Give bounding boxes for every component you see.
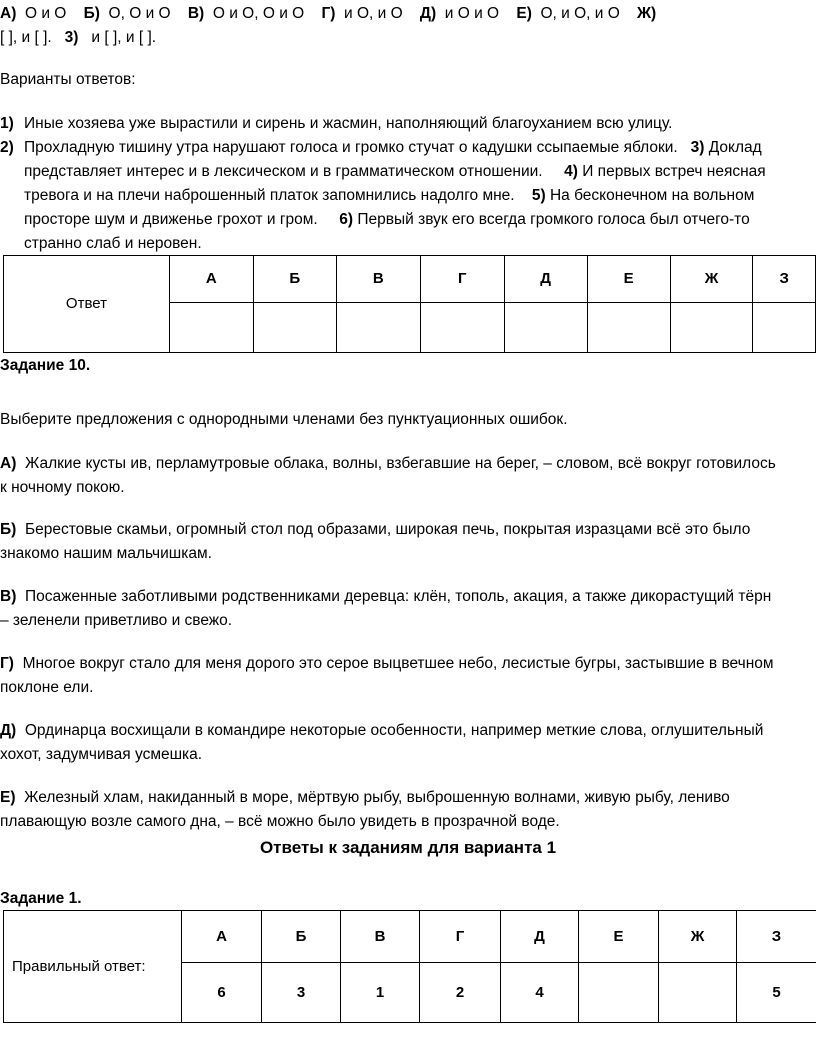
column-header: Ж [659, 911, 737, 963]
sentence-text: Иные хозяева уже вырастили и сирень и жасмин, наполняющий благоуханием всю улицу. [24, 115, 673, 132]
column-header: З [753, 256, 816, 303]
sentence-number: 6) [339, 211, 354, 228]
column-header: В [336, 256, 420, 303]
column-header: Б [253, 256, 336, 303]
answer-cell[interactable] [420, 303, 504, 353]
item-key: Б) [0, 521, 17, 538]
variants-title: Варианты ответов: [0, 71, 136, 88]
sentence-text: представляет интерес и в лексическом и в грамматическом отношении. [24, 163, 543, 180]
sentence-number: 3) [690, 139, 705, 156]
item-text: Посаженные заботливыми родственниками деревца: клён, тополь, акация, а также дикорастущий тёрн [24, 588, 772, 605]
item-key: Д) [0, 722, 17, 739]
correct-answer-table [3, 910, 816, 1023]
item-text: Железный хлам, накиданный в море, мёртвую рыбу, выброшенную волнами, живую рыбу, лениво [24, 789, 730, 806]
option-text: О, и О, и О [540, 5, 620, 22]
answer-value: 6 [182, 963, 262, 1023]
option-text: [ ], и [ ]. [0, 29, 52, 46]
answer-label: Ответ [4, 256, 170, 353]
task-10-item-b [0, 518, 750, 542]
answer-value [659, 963, 737, 1023]
answer-table [3, 255, 816, 353]
item-text: Жалкие кусты ив, перламутровые облака, волны, взбегавшие на берег, – словом, всё вокруг готовилось [24, 455, 776, 472]
column-header: В [341, 911, 420, 963]
answer-cell[interactable] [169, 303, 253, 353]
answer-value: 3 [262, 963, 341, 1023]
sentence-2-line-5 [24, 232, 202, 256]
column-header: Д [504, 256, 587, 303]
option-key: Ж) [637, 5, 657, 22]
sentence-text: Прохладную тишину утра нарушают голоса и громко стучат о кадушки ссыпаемые яблоки. [24, 139, 678, 156]
sentence-text: На бесконечном на вольном [549, 187, 755, 204]
sentence-number: 5) [531, 187, 546, 204]
answer-cell[interactable] [253, 303, 336, 353]
item-key: Г) [0, 655, 14, 672]
task-10-item-d [0, 719, 763, 743]
sentence-text: Доклад [708, 139, 762, 156]
option-text: О и О [24, 5, 67, 22]
task-10-item-g-cont: поклоне ели. [0, 679, 94, 696]
answer-cell[interactable] [753, 303, 816, 353]
sentence-number: 4) [564, 163, 578, 180]
task-10-item-e-cont: плавающую возле самого дна, – всё можно было увидеть в прозрачной воде. [0, 813, 560, 830]
sentence-2-line-3 [24, 184, 754, 208]
sentence-2-line-4 [24, 208, 750, 232]
column-header: А [182, 911, 262, 963]
sentence-number: 2) [0, 139, 14, 156]
item-key: В) [0, 588, 17, 605]
option-text: и [ ], и [ ]. [91, 29, 157, 46]
task-10-item-g [0, 652, 774, 676]
task-10-item-e [0, 786, 730, 810]
answer-value: 5 [737, 963, 816, 1023]
column-header: А [169, 256, 253, 303]
item-key: Е) [0, 789, 16, 806]
task-10-title: Задание 10. [0, 357, 91, 374]
column-header: Е [579, 911, 659, 963]
column-header: Д [501, 911, 579, 963]
option-key: А) [0, 5, 17, 22]
option-text: и О и О [444, 5, 500, 22]
sentence-text: просторе шум и движенье грохот и гром. [24, 211, 318, 228]
sentence-1 [0, 112, 672, 136]
task-10-item-v [0, 585, 771, 609]
option-text: О, О и О [108, 5, 171, 22]
item-text: Берестовые скамьи, огромный стол под образами, широкая печь, покрытая изразцами всё это было [24, 521, 751, 538]
task-10-item-a-cont: к ночному покою. [0, 479, 125, 496]
sentence-text: тревога и на плечи наброшенный платок запомнились надолго мне. [24, 187, 515, 204]
column-header: Ж [670, 256, 753, 303]
answer-value: 1 [341, 963, 420, 1023]
item-key: А) [0, 455, 17, 472]
column-header: Г [420, 256, 504, 303]
sentence-text: странно слаб и неровен. [24, 235, 202, 252]
column-header: Е [587, 256, 670, 303]
answers-heading: Ответы к заданиям для варианта 1 [259, 838, 557, 857]
task-10-instruction: Выберите предложения с однородными членами без пунктуационных ошибок. [0, 411, 568, 428]
task-10-item-a [0, 452, 776, 476]
option-key: В) [187, 5, 205, 22]
sentence-2-line-1 [0, 136, 762, 160]
column-header: Б [262, 911, 341, 963]
item-text: Многое вокруг стало для меня дорого это серое выцветшее небо, лесистые бугры, застывшие в вечном [22, 655, 774, 672]
task-10-item-v-cont: – зеленели приветливо и свежо. [0, 612, 233, 629]
options-line-1 [0, 2, 656, 26]
answer-value [579, 963, 659, 1023]
answer-cell[interactable] [670, 303, 753, 353]
item-text: Ординарца восхищали в командире некоторые особенности, например меткие слова, оглушительный [24, 722, 764, 739]
answer-cell[interactable] [587, 303, 670, 353]
column-header: З [737, 911, 816, 963]
answer-cell[interactable] [336, 303, 420, 353]
answer-cell[interactable] [504, 303, 587, 353]
answer-value: 4 [501, 963, 579, 1023]
sentence-number: 1) [0, 115, 14, 132]
sentence-2-line-2 [24, 160, 766, 184]
option-key: Б) [83, 5, 100, 22]
option-key: 3) [64, 29, 79, 46]
answer-value: 2 [420, 963, 501, 1023]
option-key: Г) [321, 5, 336, 22]
task-10-item-d-cont: хохот, задумчивая усмешка. [0, 746, 203, 763]
option-text: и О, и О [344, 5, 403, 22]
options-line-2 [0, 26, 156, 50]
task-10-item-b-cont: знакомо нашим мальчишкам. [0, 545, 212, 562]
sentence-text: И первых встреч неясная [582, 163, 766, 180]
sentence-text: Первый звук его всегда громкого голоса был отчего-то [357, 211, 750, 228]
column-header: Г [420, 911, 501, 963]
option-key: Д) [419, 5, 437, 22]
option-text: О и О, О и О [212, 5, 305, 22]
task-1-title: Задание 1. [0, 890, 82, 907]
correct-answer-label: Правильный ответ: [4, 911, 182, 1023]
option-key: Е) [516, 5, 532, 22]
